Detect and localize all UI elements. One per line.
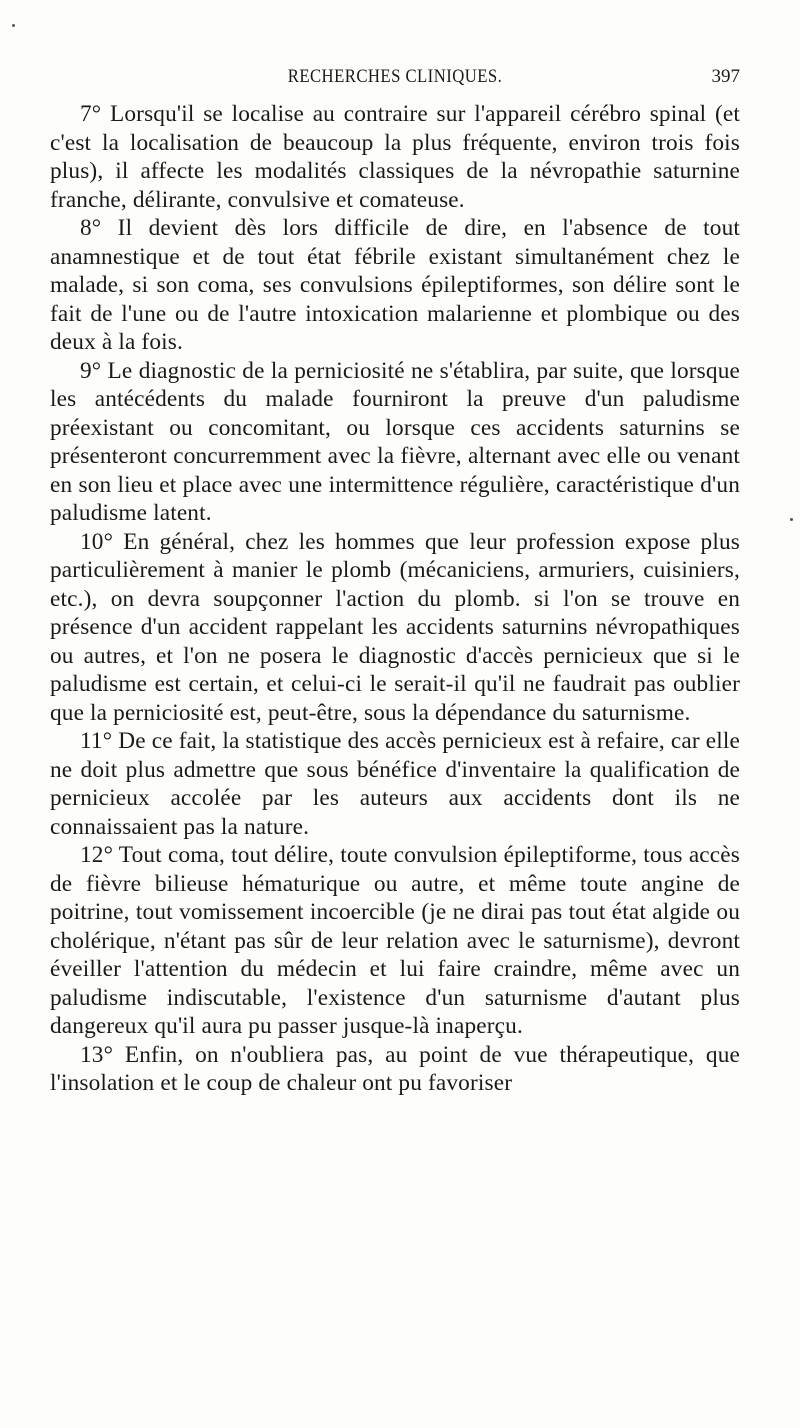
print-speck bbox=[790, 518, 793, 521]
running-head bbox=[50, 66, 740, 96]
paragraph-7: 7° Lorsqu'il se localise au contraire sur l'appareil cérébro spinal (et c'est la localisation de beaucoup la plus fréquente, environ trois fois plus), il affecte les modalités classiques de la névropathie saturnine franche, délirante, convulsive et comateuse. bbox=[50, 101, 740, 213]
paragraph-9: 9° Le diagnostic de la perniciosité ne s'établira, par suite, que lorsque les antécédents du malade fourniront la preuve d'un paludisme préexistant ou concomitant, ou lorsque ces accidents saturnins se présenteront concurremment avec la fièvre, alternant avec elle ou venant en son lieu et place avec une intermittence régulière, caractéristique d'un paludisme latent. bbox=[50, 357, 740, 526]
paragraph-8: 8° Il devient dès lors difficile de dire, en l'absence de tout anamnestique et de tout état fébrile existant simultanément chez le malade, si son coma, ses convulsions épileptiformes, son délire sont le fait de l'une ou de l'autre intoxication malarienne et plombique ou des deux à la fois. bbox=[50, 215, 740, 355]
paragraph-11: 11° De ce fait, la statistique des accès pernicieux est à refaire, car elle ne doit plus admettre que sous bénéfice d'inventaire la qualification de pernicieux accolée par les auteurs aux accidents dont ils ne connaissaient pas la nature. bbox=[50, 728, 740, 840]
paragraph-10: 10° En général, chez les hommes que leur profession expose plus particulièrement à manier le plomb (mécaniciens, armuriers, cuisiniers, etc.), on devra soupçonner l'action du plomb. si l'on se trouve en présence d'un accident rappelant les accidents saturnins névropathiques ou autres, et l'on ne posera le diagnostic d'accès pernicieux que si le paludisme est certain, et celui-ci le serait-il qu'il ne faudrait pas oublier que la perniciosité est, peut-être, sous la dépendance du saturnisme. bbox=[50, 528, 740, 726]
paragraph-12: 12° Tout coma, tout délire, toute convulsion épileptiforme, tous accès de fièvre bilieuse hématurique ou autre, et même toute angine de poitrine, tout vomissement incoercible (je ne dirai pas tout état algide ou cholérique, n'étant pas sûr de leur relation avec le saturnisme), devront éveiller l'attention du médecin et lui faire craindre, même avec un paludisme indiscutable, l'existence d'un saturnisme d'autant plus dangereux qu'il aura pu passer jusque-là inaperçu. bbox=[50, 842, 740, 1039]
running-head-title: RECHERCHES CLINIQUES. bbox=[287, 66, 503, 87]
print-speck bbox=[12, 24, 15, 27]
paragraph-13: 13° Enfin, on n'oubliera pas, au point de vue thérapeutique, que l'insolation et le coup de chaleur ont pu favoriser bbox=[50, 1041, 740, 1096]
page-number: 397 bbox=[711, 66, 740, 87]
body-text bbox=[50, 100, 740, 1098]
